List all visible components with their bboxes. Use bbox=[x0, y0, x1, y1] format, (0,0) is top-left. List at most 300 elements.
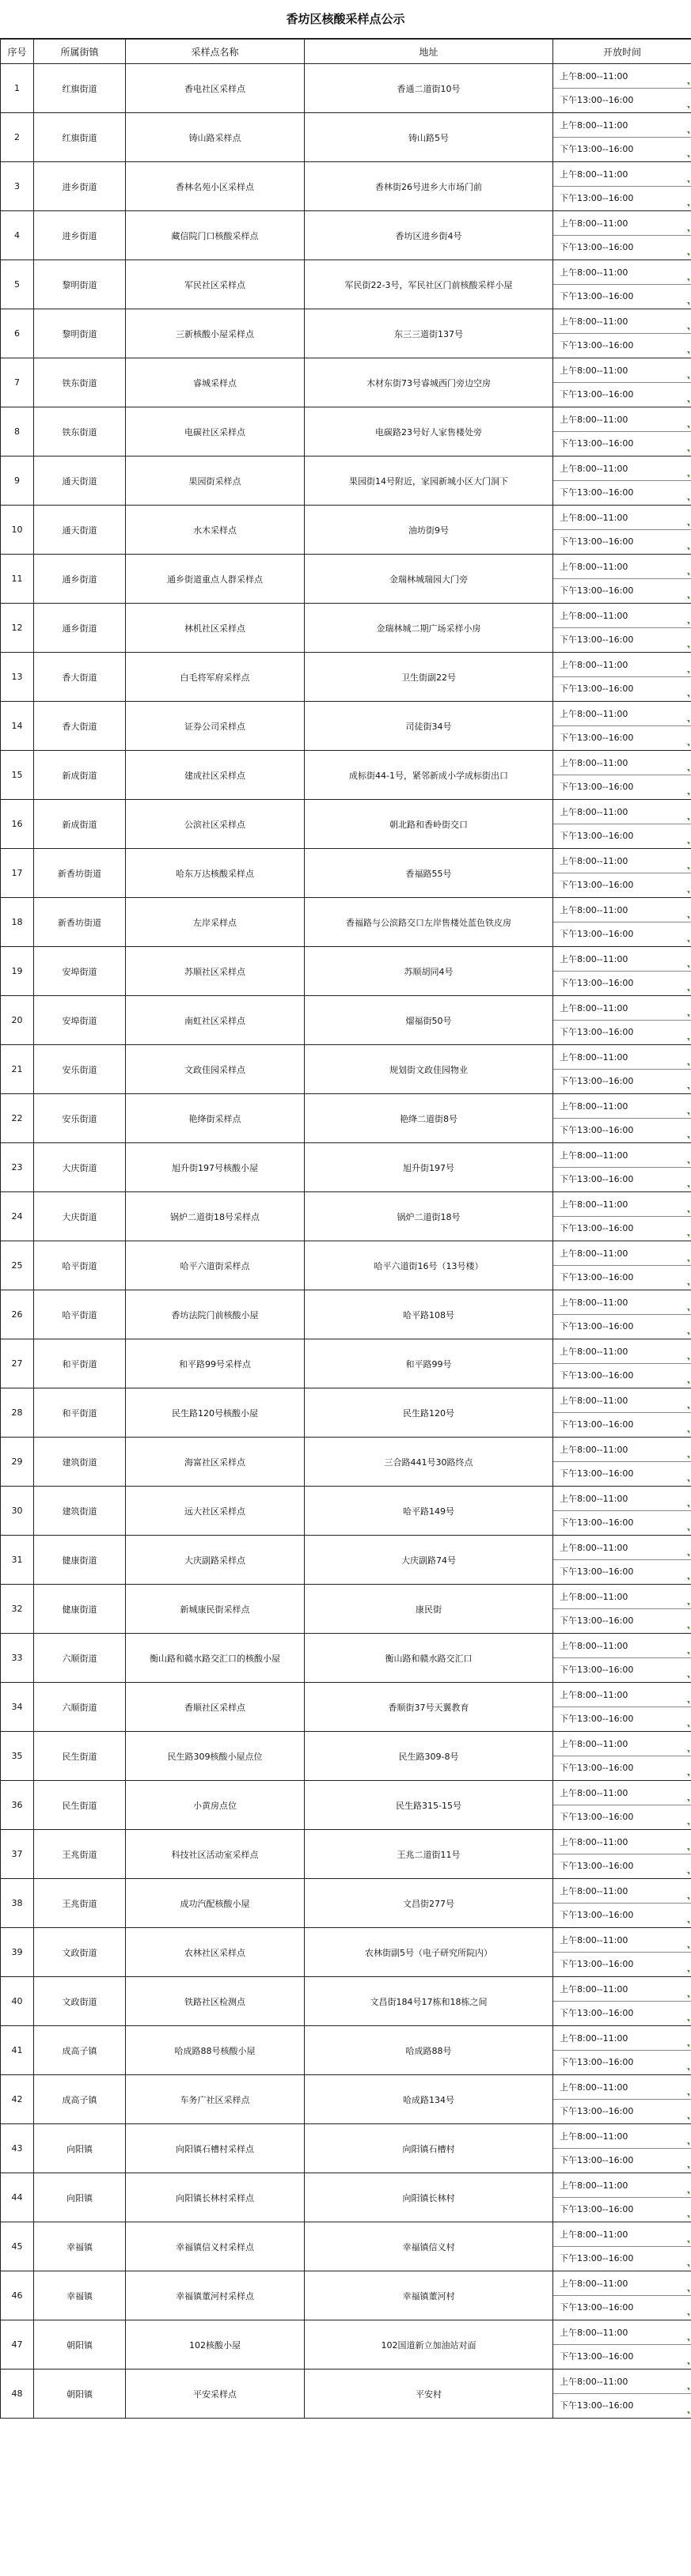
cell-address[interactable]: 电碳路23号好人家售楼处旁 bbox=[305, 407, 553, 456]
cell-street[interactable]: 铁东街道 bbox=[34, 407, 126, 456]
cell-site-name[interactable]: 远大社区采样点 bbox=[126, 1487, 305, 1536]
cell-number[interactable]: 48 bbox=[1, 2370, 34, 2419]
cell-address[interactable]: 香顺街37号天翼教育 bbox=[305, 1683, 553, 1732]
cell-address[interactable]: 锅炉二道街18号 bbox=[305, 1192, 553, 1241]
cell-number[interactable]: 3 bbox=[1, 162, 34, 211]
cell-site-name[interactable]: 102核酸小屋 bbox=[126, 2320, 305, 2370]
cell-street[interactable]: 进乡街道 bbox=[34, 162, 126, 211]
cell-street[interactable]: 健康街道 bbox=[34, 1585, 126, 1634]
cell-street[interactable]: 黎明街道 bbox=[34, 309, 126, 358]
cell-number[interactable]: 18 bbox=[1, 898, 34, 947]
hours-afternoon: 下午13:00--16:00 bbox=[553, 1315, 691, 1339]
cell-street[interactable]: 民生街道 bbox=[34, 1732, 126, 1781]
cell-hours[interactable] bbox=[553, 1634, 691, 1683]
cell-site-name[interactable]: 和平路99号采样点 bbox=[126, 1339, 305, 1388]
cell-street[interactable]: 和平街道 bbox=[34, 1388, 126, 1438]
cell-number[interactable]: 35 bbox=[1, 1732, 34, 1781]
cell-hours[interactable] bbox=[553, 947, 691, 996]
cell-hours[interactable] bbox=[553, 898, 691, 947]
cell-address[interactable]: 朝北路和香岭街交口 bbox=[305, 800, 553, 849]
cell-address[interactable]: 康民街 bbox=[305, 1585, 553, 1634]
cell-site-name[interactable]: 锅炉二道街18号采样点 bbox=[126, 1192, 305, 1241]
cell-address[interactable]: 文昌街184号17栋和18栋之间 bbox=[305, 1977, 553, 2026]
cell-site-name[interactable]: 睿城采样点 bbox=[126, 358, 305, 407]
cell-hours[interactable] bbox=[553, 2222, 691, 2271]
cell-street[interactable]: 王兆街道 bbox=[34, 1830, 126, 1879]
cell-number[interactable]: 10 bbox=[1, 506, 34, 555]
cell-address[interactable]: 成标街44-1号，紧邻新成小学成标街出口 bbox=[305, 751, 553, 800]
hours-afternoon: 下午13:00--16:00 bbox=[553, 1021, 691, 1044]
cell-hours[interactable] bbox=[553, 358, 691, 407]
cell-address[interactable]: 向阳镇长林村 bbox=[305, 2173, 553, 2222]
cell-address[interactable]: 东三三道街137号 bbox=[305, 309, 553, 358]
cell-address[interactable]: 哈成路134号 bbox=[305, 2075, 553, 2124]
cell-site-name[interactable]: 左岸采样点 bbox=[126, 898, 305, 947]
cell-street[interactable]: 哈平街道 bbox=[34, 1241, 126, 1290]
table-row bbox=[1, 1585, 691, 1634]
cell-number[interactable]: 33 bbox=[1, 1634, 34, 1683]
cell-hours[interactable] bbox=[553, 2026, 691, 2075]
cell-hours[interactable] bbox=[553, 2370, 691, 2419]
cell-street[interactable]: 大庆街道 bbox=[34, 1192, 126, 1241]
cell-hours[interactable] bbox=[553, 2124, 691, 2173]
cell-hours[interactable] bbox=[553, 1928, 691, 1977]
cell-site-name[interactable]: 衡山路和赣水路交汇口的核酸小屋 bbox=[126, 1634, 305, 1683]
cell-address[interactable]: 王兆二道街11号 bbox=[305, 1830, 553, 1879]
cell-street[interactable]: 香大街道 bbox=[34, 702, 126, 751]
hours-morning: 上午8:00--11:00 bbox=[553, 1291, 691, 1315]
hours-morning: 上午8:00--11:00 bbox=[553, 457, 691, 481]
cell-address[interactable]: 大庆副路74号 bbox=[305, 1536, 553, 1585]
cell-hours[interactable] bbox=[553, 1241, 691, 1290]
cell-site-name[interactable]: 军民社区采样点 bbox=[126, 260, 305, 309]
cell-address[interactable]: 金瑞林城瑞园大门旁 bbox=[305, 555, 553, 604]
cell-site-name[interactable]: 民生路120号核酸小屋 bbox=[126, 1388, 305, 1438]
hours-afternoon: 下午13:00--16:00 bbox=[553, 1904, 691, 1927]
cell-street[interactable]: 文政街道 bbox=[34, 1928, 126, 1977]
cell-address[interactable]: 幸福镇信义村 bbox=[305, 2222, 553, 2271]
table-row bbox=[1, 64, 691, 113]
cell-number[interactable]: 11 bbox=[1, 555, 34, 604]
hours-morning: 上午8:00--11:00 bbox=[553, 1585, 691, 1609]
cell-address[interactable]: 油坊街9号 bbox=[305, 506, 553, 555]
cell-site-name[interactable]: 建成社区采样点 bbox=[126, 751, 305, 800]
cell-number[interactable]: 17 bbox=[1, 849, 34, 898]
cell-site-name[interactable]: 证券公司采样点 bbox=[126, 702, 305, 751]
hours-morning: 上午8:00--11:00 bbox=[553, 1144, 691, 1168]
cell-site-name[interactable]: 香坊法院门前核酸小屋 bbox=[126, 1290, 305, 1339]
cell-hours[interactable] bbox=[553, 751, 691, 800]
cell-street[interactable]: 通天街道 bbox=[34, 506, 126, 555]
cell-address[interactable]: 卫生街副22号 bbox=[305, 653, 553, 702]
cell-address[interactable]: 司徒街34号 bbox=[305, 702, 553, 751]
cell-hours[interactable] bbox=[553, 309, 691, 358]
cell-address[interactable]: 向阳镇石槽村 bbox=[305, 2124, 553, 2173]
cell-site-name[interactable]: 民生路309核酸小屋点位 bbox=[126, 1732, 305, 1781]
cell-number[interactable]: 23 bbox=[1, 1143, 34, 1192]
cell-hours[interactable] bbox=[553, 1879, 691, 1928]
cell-hours[interactable] bbox=[553, 260, 691, 309]
cell-address[interactable]: 哈平路108号 bbox=[305, 1290, 553, 1339]
cell-hours[interactable] bbox=[553, 2173, 691, 2222]
hours-morning: 上午8:00--11:00 bbox=[553, 408, 691, 432]
cell-site-name[interactable]: 车务广社区采样点 bbox=[126, 2075, 305, 2124]
hours-afternoon: 下午13:00--16:00 bbox=[553, 1658, 691, 1682]
cell-hours[interactable] bbox=[553, 162, 691, 211]
cell-hours[interactable] bbox=[553, 113, 691, 162]
cell-site-name[interactable]: 电碳社区采样点 bbox=[126, 407, 305, 456]
cell-address[interactable]: 果园街14号附近，家园新城小区大门洞下 bbox=[305, 456, 553, 506]
cell-street[interactable]: 朝阳镇 bbox=[34, 2320, 126, 2370]
cell-address[interactable]: 香通二道街10号 bbox=[305, 64, 553, 113]
cell-street[interactable]: 黎明街道 bbox=[34, 260, 126, 309]
cell-site-name[interactable]: 文政佳园采样点 bbox=[126, 1045, 305, 1094]
cell-street[interactable]: 民生街道 bbox=[34, 1781, 126, 1830]
cell-address[interactable]: 102国道新立加油站对面 bbox=[305, 2320, 553, 2370]
cell-street[interactable]: 六顺街道 bbox=[34, 1634, 126, 1683]
cell-street[interactable]: 新成街道 bbox=[34, 751, 126, 800]
cell-site-name[interactable]: 哈成路88号核酸小屋 bbox=[126, 2026, 305, 2075]
cell-street[interactable]: 王兆街道 bbox=[34, 1879, 126, 1928]
hours-morning: 上午8:00--11:00 bbox=[553, 65, 691, 89]
cell-address[interactable]: 金瑞林城二期广场采样小房 bbox=[305, 604, 553, 653]
cell-number[interactable]: 22 bbox=[1, 1094, 34, 1143]
cell-number[interactable]: 45 bbox=[1, 2222, 34, 2271]
cell-address[interactable]: 民生路120号 bbox=[305, 1388, 553, 1438]
cell-address[interactable]: 香坊区进乡街4号 bbox=[305, 211, 553, 260]
cell-street[interactable]: 新成街道 bbox=[34, 800, 126, 849]
header-cell-street[interactable]: 所属街镇 bbox=[34, 40, 126, 64]
cell-hours[interactable] bbox=[553, 456, 691, 506]
cell-hours[interactable] bbox=[553, 604, 691, 653]
cell-hours[interactable] bbox=[553, 1781, 691, 1830]
cell-address[interactable]: 三合路441号30路终点 bbox=[305, 1438, 553, 1487]
cell-number[interactable]: 8 bbox=[1, 407, 34, 456]
cell-address[interactable]: 规划街文政佳园物业 bbox=[305, 1045, 553, 1094]
cell-address[interactable]: 哈平路149号 bbox=[305, 1487, 553, 1536]
cell-address[interactable]: 文昌街277号 bbox=[305, 1879, 553, 1928]
cell-number[interactable]: 7 bbox=[1, 358, 34, 407]
cell-street[interactable]: 安埠街道 bbox=[34, 996, 126, 1045]
table-row bbox=[1, 555, 691, 604]
hours-afternoon: 下午13:00--16:00 bbox=[553, 2149, 691, 2173]
cell-hours[interactable] bbox=[553, 1094, 691, 1143]
cell-street[interactable]: 安乐街道 bbox=[34, 1094, 126, 1143]
cell-address[interactable]: 哈成路88号 bbox=[305, 2026, 553, 2075]
cell-street[interactable]: 幸福镇 bbox=[34, 2222, 126, 2271]
hours-morning: 上午8:00--11:00 bbox=[553, 1831, 691, 1854]
cell-hours[interactable] bbox=[553, 2271, 691, 2320]
cell-address[interactable]: 艳绛二道街8号 bbox=[305, 1094, 553, 1143]
cell-site-name[interactable]: 香顺社区采样点 bbox=[126, 1683, 305, 1732]
cell-site-name[interactable]: 铁路社区检测点 bbox=[126, 1977, 305, 2026]
cell-site-name[interactable]: 幸福镇信义村采样点 bbox=[126, 2222, 305, 2271]
hours-morning: 上午8:00--11:00 bbox=[553, 1193, 691, 1217]
cell-street[interactable]: 大庆街道 bbox=[34, 1143, 126, 1192]
cell-street[interactable]: 向阳镇 bbox=[34, 2173, 126, 2222]
cell-site-name[interactable]: 向阳镇石槽村采样点 bbox=[126, 2124, 305, 2173]
cell-number[interactable]: 15 bbox=[1, 751, 34, 800]
sampling-points-table bbox=[0, 39, 691, 2419]
table-row bbox=[1, 2320, 691, 2370]
cell-street[interactable]: 红旗街道 bbox=[34, 64, 126, 113]
cell-address[interactable]: 苏顺胡同4号 bbox=[305, 947, 553, 996]
hours-morning: 上午8:00--11:00 bbox=[553, 163, 691, 187]
cell-number[interactable]: 39 bbox=[1, 1928, 34, 1977]
table-row bbox=[1, 1977, 691, 2026]
cell-address[interactable]: 铸山路5号 bbox=[305, 113, 553, 162]
hours-morning: 上午8:00--11:00 bbox=[553, 948, 691, 972]
cell-street[interactable]: 通天街道 bbox=[34, 456, 126, 506]
hours-afternoon: 下午13:00--16:00 bbox=[553, 824, 691, 848]
hours-afternoon: 下午13:00--16:00 bbox=[553, 1266, 691, 1290]
table-row bbox=[1, 800, 691, 849]
cell-hours[interactable] bbox=[553, 1290, 691, 1339]
cell-street[interactable]: 向阳镇 bbox=[34, 2124, 126, 2173]
table-row bbox=[1, 2173, 691, 2222]
cell-site-name[interactable]: 哈平六道街采样点 bbox=[126, 1241, 305, 1290]
cell-site-name[interactable]: 白毛将军府采样点 bbox=[126, 653, 305, 702]
cell-number[interactable]: 32 bbox=[1, 1585, 34, 1634]
cell-hours[interactable] bbox=[553, 2075, 691, 2124]
cell-address[interactable]: 香福路与公滨路交口左岸售楼处蓝色铁皮房 bbox=[305, 898, 553, 947]
hours-afternoon: 下午13:00--16:00 bbox=[553, 1364, 691, 1388]
cell-number[interactable]: 20 bbox=[1, 996, 34, 1045]
cell-number[interactable]: 13 bbox=[1, 653, 34, 702]
cell-number[interactable]: 36 bbox=[1, 1781, 34, 1830]
cell-site-name[interactable]: 公滨社区采样点 bbox=[126, 800, 305, 849]
cell-number[interactable]: 21 bbox=[1, 1045, 34, 1094]
cell-site-name[interactable]: 平安采样点 bbox=[126, 2370, 305, 2419]
cell-address[interactable]: 幸福镇董河村 bbox=[305, 2271, 553, 2320]
cell-number[interactable]: 9 bbox=[1, 456, 34, 506]
cell-number[interactable]: 40 bbox=[1, 1977, 34, 2026]
header-cell-no[interactable]: 序号 bbox=[1, 40, 34, 64]
cell-hours[interactable] bbox=[553, 653, 691, 702]
cell-street[interactable]: 进乡街道 bbox=[34, 211, 126, 260]
cell-number[interactable]: 27 bbox=[1, 1339, 34, 1388]
table-row bbox=[1, 1879, 691, 1928]
cell-site-name[interactable]: 成功汽配核酸小屋 bbox=[126, 1879, 305, 1928]
hours-afternoon: 下午13:00--16:00 bbox=[553, 1707, 691, 1731]
cell-street[interactable]: 新香坊街道 bbox=[34, 849, 126, 898]
cell-site-name[interactable]: 科技社区活动室采样点 bbox=[126, 1830, 305, 1879]
cell-number[interactable]: 16 bbox=[1, 800, 34, 849]
cell-street[interactable]: 建筑街道 bbox=[34, 1438, 126, 1487]
cell-hours[interactable] bbox=[553, 1830, 691, 1879]
cell-hours[interactable] bbox=[553, 1143, 691, 1192]
cell-hours[interactable] bbox=[553, 1045, 691, 1094]
table-row bbox=[1, 1781, 691, 1830]
cell-street[interactable]: 铁东街道 bbox=[34, 358, 126, 407]
cell-number[interactable]: 19 bbox=[1, 947, 34, 996]
cell-address[interactable]: 民生路315-15号 bbox=[305, 1781, 553, 1830]
cell-street[interactable]: 安埠街道 bbox=[34, 947, 126, 996]
cell-number[interactable]: 47 bbox=[1, 2320, 34, 2370]
cell-street[interactable]: 红旗街道 bbox=[34, 113, 126, 162]
cell-number[interactable]: 42 bbox=[1, 2075, 34, 2124]
hours-morning: 上午8:00--11:00 bbox=[553, 997, 691, 1021]
cell-address[interactable]: 木材东街73号睿城西门旁边空房 bbox=[305, 358, 553, 407]
header-cell-hours[interactable]: 开放时间 bbox=[553, 40, 691, 64]
cell-hours[interactable] bbox=[553, 1388, 691, 1438]
table-row bbox=[1, 1487, 691, 1536]
cell-street[interactable]: 朝阳镇 bbox=[34, 2370, 126, 2419]
hours-morning: 上午8:00--11:00 bbox=[553, 310, 691, 334]
cell-site-name[interactable]: 旭升街197号核酸小屋 bbox=[126, 1143, 305, 1192]
hours-morning: 上午8:00--11:00 bbox=[553, 1340, 691, 1364]
table-row bbox=[1, 1438, 691, 1487]
cell-street[interactable]: 文政街道 bbox=[34, 1977, 126, 2026]
cell-number[interactable]: 14 bbox=[1, 702, 34, 751]
cell-site-name[interactable]: 幸福镇董河村采样点 bbox=[126, 2271, 305, 2320]
cell-number[interactable]: 34 bbox=[1, 1683, 34, 1732]
hours-afternoon: 下午13:00--16:00 bbox=[553, 481, 691, 505]
hours-morning: 上午8:00--11:00 bbox=[553, 114, 691, 138]
header-cell-address[interactable]: 地址 bbox=[305, 40, 553, 64]
cell-number[interactable]: 37 bbox=[1, 1830, 34, 1879]
cell-site-name[interactable]: 通乡街道重点人群采样点 bbox=[126, 555, 305, 604]
cell-number[interactable]: 44 bbox=[1, 2173, 34, 2222]
cell-address[interactable]: 农林街副5号（电子研究所院内） bbox=[305, 1928, 553, 1977]
cell-hours[interactable] bbox=[553, 211, 691, 260]
cell-site-name[interactable]: 香电社区采样点 bbox=[126, 64, 305, 113]
cell-street[interactable]: 六顺街道 bbox=[34, 1683, 126, 1732]
cell-hours[interactable] bbox=[553, 1487, 691, 1536]
cell-hours[interactable] bbox=[553, 996, 691, 1045]
cell-address[interactable]: 旭升街197号 bbox=[305, 1143, 553, 1192]
hours-afternoon: 下午13:00--16:00 bbox=[553, 2394, 691, 2418]
table-row bbox=[1, 1192, 691, 1241]
table-row bbox=[1, 2075, 691, 2124]
hours-morning: 上午8:00--11:00 bbox=[553, 2027, 691, 2051]
cell-number[interactable]: 24 bbox=[1, 1192, 34, 1241]
table-row bbox=[1, 211, 691, 260]
table-row bbox=[1, 1094, 691, 1143]
cell-site-name[interactable]: 哈东万达核酸采样点 bbox=[126, 849, 305, 898]
cell-number[interactable]: 38 bbox=[1, 1879, 34, 1928]
cell-hours[interactable] bbox=[553, 1977, 691, 2026]
cell-number[interactable]: 29 bbox=[1, 1438, 34, 1487]
hours-afternoon: 下午13:00--16:00 bbox=[553, 1070, 691, 1093]
cell-number[interactable]: 30 bbox=[1, 1487, 34, 1536]
table-row bbox=[1, 1683, 691, 1732]
cell-hours[interactable] bbox=[553, 555, 691, 604]
cell-street[interactable]: 健康街道 bbox=[34, 1536, 126, 1585]
cell-address[interactable]: 香林街26号进乡大市场门前 bbox=[305, 162, 553, 211]
cell-street[interactable]: 新香坊街道 bbox=[34, 898, 126, 947]
cell-site-name[interactable]: 林机社区采样点 bbox=[126, 604, 305, 653]
cell-site-name[interactable]: 新城康民街采样点 bbox=[126, 1585, 305, 1634]
cell-address[interactable]: 平安村 bbox=[305, 2370, 553, 2419]
cell-hours[interactable] bbox=[553, 702, 691, 751]
cell-address[interactable]: 民生路309-8号 bbox=[305, 1732, 553, 1781]
cell-street[interactable]: 成高子镇 bbox=[34, 2075, 126, 2124]
header-cell-name[interactable]: 采样点名称 bbox=[126, 40, 305, 64]
cell-site-name[interactable]: 苏顺社区采样点 bbox=[126, 947, 305, 996]
table-row bbox=[1, 407, 691, 456]
cell-street[interactable]: 安乐街道 bbox=[34, 1045, 126, 1094]
cell-number[interactable]: 1 bbox=[1, 64, 34, 113]
cell-site-name[interactable]: 果园街采样点 bbox=[126, 456, 305, 506]
cell-number[interactable]: 41 bbox=[1, 2026, 34, 2075]
cell-site-name[interactable]: 藏信院门口核酸采样点 bbox=[126, 211, 305, 260]
cell-site-name[interactable]: 南虹社区采样点 bbox=[126, 996, 305, 1045]
cell-number[interactable]: 12 bbox=[1, 604, 34, 653]
cell-number[interactable]: 6 bbox=[1, 309, 34, 358]
hours-afternoon: 下午13:00--16:00 bbox=[553, 89, 691, 112]
cell-hours[interactable] bbox=[553, 1438, 691, 1487]
hours-afternoon: 下午13:00--16:00 bbox=[553, 1854, 691, 1878]
cell-number[interactable]: 43 bbox=[1, 2124, 34, 2173]
cell-number[interactable]: 5 bbox=[1, 260, 34, 309]
hours-afternoon: 下午13:00--16:00 bbox=[553, 530, 691, 554]
cell-street[interactable]: 建筑街道 bbox=[34, 1487, 126, 1536]
hours-morning: 上午8:00--11:00 bbox=[553, 1389, 691, 1413]
cell-site-name[interactable]: 水木采样点 bbox=[126, 506, 305, 555]
cell-hours[interactable] bbox=[553, 800, 691, 849]
cell-hours[interactable] bbox=[553, 1683, 691, 1732]
cell-address[interactable]: 熘福街50号 bbox=[305, 996, 553, 1045]
cell-hours[interactable] bbox=[553, 1339, 691, 1388]
cell-number[interactable]: 28 bbox=[1, 1388, 34, 1438]
cell-hours[interactable] bbox=[553, 1585, 691, 1634]
cell-hours[interactable] bbox=[553, 1192, 691, 1241]
cell-street[interactable]: 通乡街道 bbox=[34, 604, 126, 653]
table-row bbox=[1, 1045, 691, 1094]
cell-street[interactable]: 香大街道 bbox=[34, 653, 126, 702]
hours-morning: 上午8:00--11:00 bbox=[553, 2370, 691, 2394]
cell-site-name[interactable]: 小黄房点位 bbox=[126, 1781, 305, 1830]
hours-morning: 上午8:00--11:00 bbox=[553, 1242, 691, 1266]
cell-site-name[interactable]: 香林名苑小区采样点 bbox=[126, 162, 305, 211]
cell-street[interactable]: 成高子镇 bbox=[34, 2026, 126, 2075]
cell-site-name[interactable]: 铸山路采样点 bbox=[126, 113, 305, 162]
hours-afternoon: 下午13:00--16:00 bbox=[553, 2296, 691, 2320]
cell-hours[interactable] bbox=[553, 2320, 691, 2370]
cell-site-name[interactable]: 海富社区采样点 bbox=[126, 1438, 305, 1487]
cell-street[interactable]: 和平街道 bbox=[34, 1339, 126, 1388]
cell-street[interactable]: 通乡街道 bbox=[34, 555, 126, 604]
cell-street[interactable]: 哈平街道 bbox=[34, 1290, 126, 1339]
cell-address[interactable]: 哈平六道街16号（13号楼） bbox=[305, 1241, 553, 1290]
cell-hours[interactable] bbox=[553, 64, 691, 113]
cell-hours[interactable] bbox=[553, 407, 691, 456]
cell-address[interactable]: 衡山路和赣水路交汇口 bbox=[305, 1634, 553, 1683]
cell-street[interactable]: 幸福镇 bbox=[34, 2271, 126, 2320]
cell-site-name[interactable]: 大庆副路采样点 bbox=[126, 1536, 305, 1585]
cell-site-name[interactable]: 农林社区采样点 bbox=[126, 1928, 305, 1977]
cell-hours[interactable] bbox=[553, 1732, 691, 1781]
cell-site-name[interactable]: 艳绛街采样点 bbox=[126, 1094, 305, 1143]
cell-hours[interactable] bbox=[553, 1536, 691, 1585]
cell-number[interactable]: 46 bbox=[1, 2271, 34, 2320]
cell-hours[interactable] bbox=[553, 506, 691, 555]
cell-number[interactable]: 26 bbox=[1, 1290, 34, 1339]
cell-hours[interactable] bbox=[553, 849, 691, 898]
hours-afternoon: 下午13:00--16:00 bbox=[553, 873, 691, 897]
cell-address[interactable]: 香福路55号 bbox=[305, 849, 553, 898]
cell-number[interactable]: 4 bbox=[1, 211, 34, 260]
hours-morning: 上午8:00--11:00 bbox=[553, 261, 691, 285]
cell-site-name[interactable]: 向阳镇长林村采样点 bbox=[126, 2173, 305, 2222]
cell-number[interactable]: 2 bbox=[1, 113, 34, 162]
cell-site-name[interactable]: 三新核酸小屋采样点 bbox=[126, 309, 305, 358]
cell-number[interactable]: 31 bbox=[1, 1536, 34, 1585]
cell-number[interactable]: 25 bbox=[1, 1241, 34, 1290]
cell-address[interactable]: 军民街22-3号，军民社区门前核酸采样小屋 bbox=[305, 260, 553, 309]
cell-address[interactable]: 和平路99号 bbox=[305, 1339, 553, 1388]
